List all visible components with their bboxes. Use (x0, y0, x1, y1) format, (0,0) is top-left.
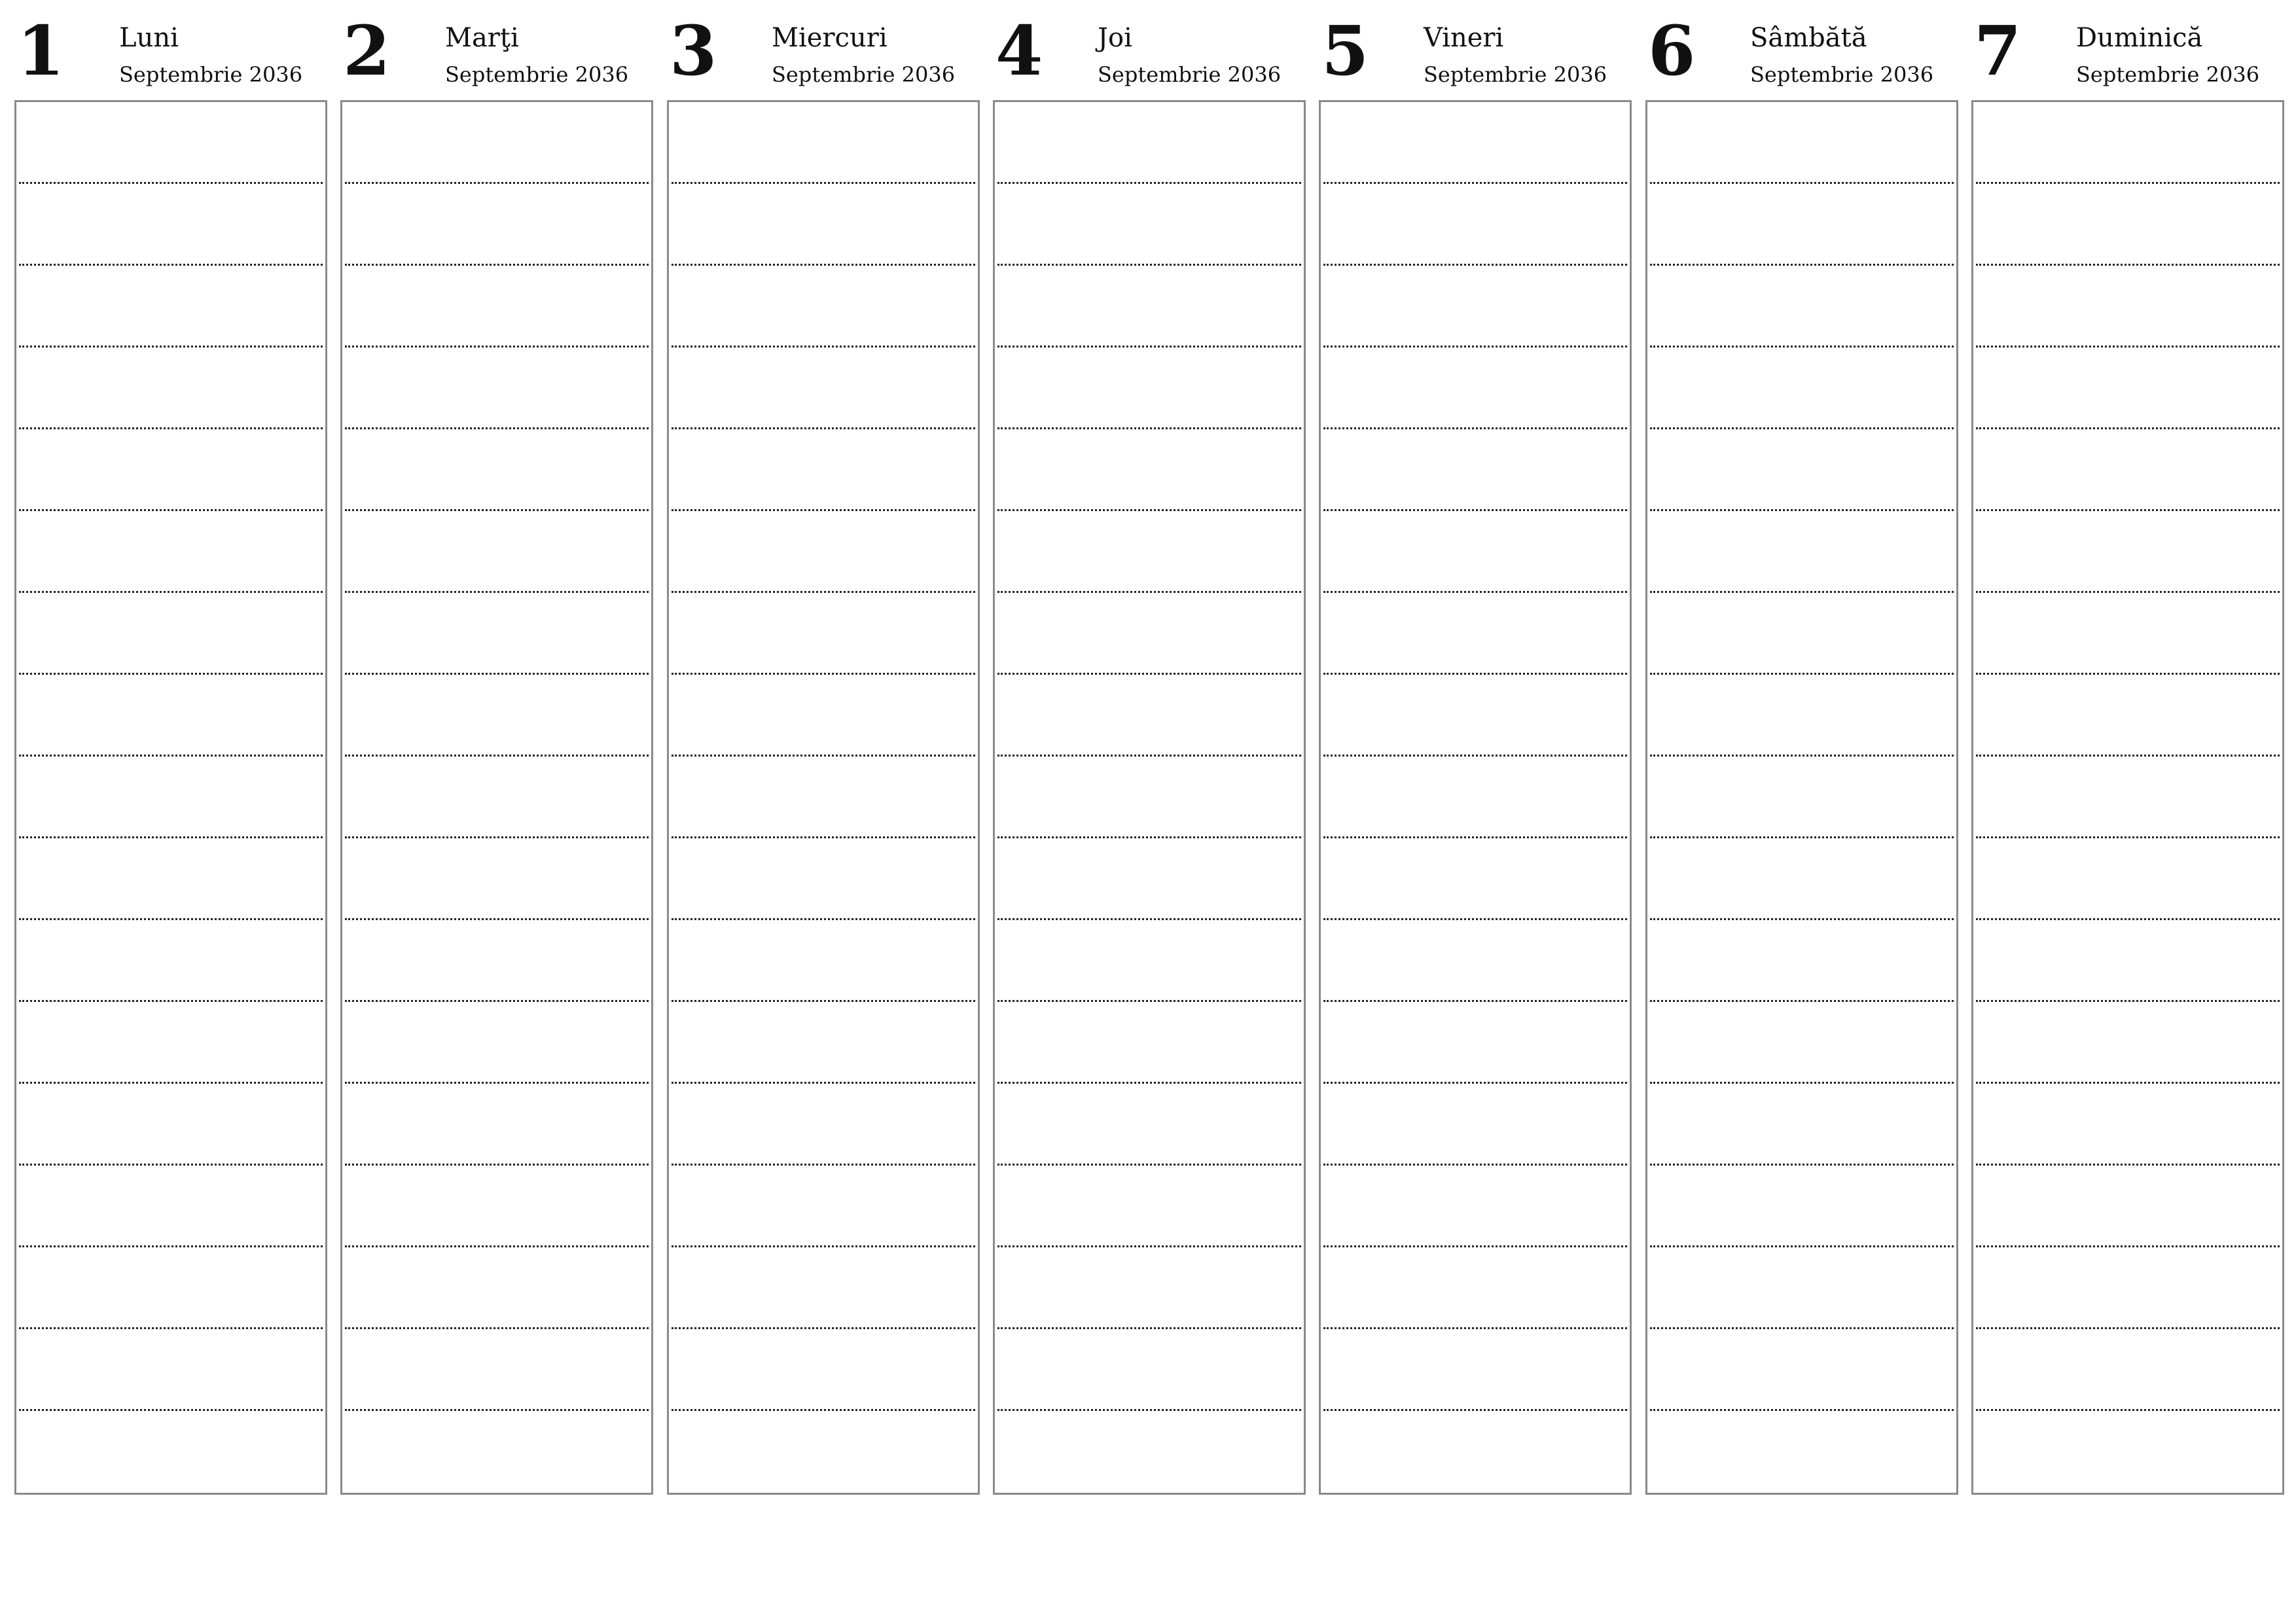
day-notes-box[interactable] (1971, 100, 2284, 1495)
writing-line (1650, 509, 1954, 511)
writing-line (672, 1327, 975, 1329)
writing-line (1323, 1164, 1627, 1166)
writing-line (1976, 346, 2280, 348)
day-name: Marţi (445, 23, 519, 53)
writing-line (1650, 1000, 1954, 1002)
writing-line (1323, 1409, 1627, 1411)
writing-line (672, 755, 975, 757)
writing-line (1976, 673, 2280, 675)
writing-line (345, 591, 649, 593)
day-month: Septembrie 2036 (1424, 62, 1607, 87)
writing-line (1650, 427, 1954, 429)
writing-line (997, 673, 1301, 675)
writing-line (1323, 264, 1627, 266)
writing-line (1650, 755, 1954, 757)
writing-line (1323, 1082, 1627, 1084)
writing-line (672, 182, 975, 184)
writing-line (672, 1245, 975, 1247)
writing-line (345, 264, 649, 266)
writing-line (345, 182, 649, 184)
writing-line (1976, 1000, 2280, 1002)
day-name: Joi (1098, 23, 1132, 53)
writing-line (1650, 673, 1954, 675)
writing-line (345, 755, 649, 757)
writing-line (672, 1164, 975, 1166)
writing-line (345, 1000, 649, 1002)
writing-line (997, 427, 1301, 429)
writing-line (1323, 427, 1627, 429)
day-header (1319, 0, 1632, 98)
writing-line (345, 836, 649, 838)
writing-line (1323, 1245, 1627, 1247)
writing-line (1323, 182, 1627, 184)
writing-line (19, 918, 323, 920)
writing-line (1650, 182, 1954, 184)
day-header (1645, 0, 1958, 98)
day-number: 4 (996, 10, 1043, 91)
day-month: Septembrie 2036 (2076, 62, 2260, 87)
day-header (14, 0, 327, 98)
writing-line (1650, 346, 1954, 348)
writing-line (19, 509, 323, 511)
writing-line (1323, 673, 1627, 675)
day-month: Septembrie 2036 (445, 62, 629, 87)
day-column-friday (1319, 0, 1632, 1499)
day-number: 1 (17, 10, 65, 91)
writing-line (997, 836, 1301, 838)
day-name: Miercuri (772, 23, 888, 53)
day-header (993, 0, 1306, 98)
day-column-tuesday (340, 0, 653, 1499)
day-notes-box[interactable] (340, 100, 653, 1495)
writing-line (345, 1245, 649, 1247)
writing-line (1650, 1409, 1954, 1411)
day-name: Vineri (1424, 23, 1504, 53)
writing-line (19, 673, 323, 675)
writing-line (1650, 1082, 1954, 1084)
writing-line (345, 509, 649, 511)
writing-line (19, 264, 323, 266)
writing-line (345, 918, 649, 920)
day-month: Septembrie 2036 (119, 62, 303, 87)
writing-line (345, 427, 649, 429)
writing-line (997, 1164, 1301, 1166)
day-notes-box[interactable] (1319, 100, 1632, 1495)
day-name: Duminică (2076, 23, 2203, 53)
writing-line (672, 1000, 975, 1002)
writing-line (19, 182, 323, 184)
writing-line (345, 1409, 649, 1411)
writing-line (1976, 1327, 2280, 1329)
day-column-monday (14, 0, 327, 1499)
writing-line (672, 427, 975, 429)
writing-line (1976, 591, 2280, 593)
day-column-thursday (993, 0, 1306, 1499)
writing-line (1976, 264, 2280, 266)
writing-line (19, 755, 323, 757)
writing-line (1976, 1245, 2280, 1247)
day-header (667, 0, 980, 98)
writing-line (1650, 1327, 1954, 1329)
writing-line (1323, 591, 1627, 593)
writing-line (1976, 1082, 2280, 1084)
writing-line (1976, 918, 2280, 920)
day-number: 2 (343, 10, 391, 91)
writing-line (997, 1000, 1301, 1002)
writing-line (1650, 264, 1954, 266)
writing-line (672, 591, 975, 593)
writing-line (672, 264, 975, 266)
writing-line (997, 1245, 1301, 1247)
writing-line (345, 673, 649, 675)
writing-line (345, 1164, 649, 1166)
day-month: Septembrie 2036 (1750, 62, 1934, 87)
writing-line (1976, 509, 2280, 511)
writing-line (19, 1245, 323, 1247)
writing-line (1976, 755, 2280, 757)
writing-line (1650, 1245, 1954, 1247)
writing-line (997, 918, 1301, 920)
day-notes-box[interactable] (1645, 100, 1958, 1495)
writing-line (1323, 346, 1627, 348)
writing-line (1650, 591, 1954, 593)
writing-line (19, 1082, 323, 1084)
day-number: 5 (1321, 10, 1369, 91)
day-notes-box[interactable] (993, 100, 1306, 1495)
day-notes-box[interactable] (667, 100, 980, 1495)
weekly-planner (14, 0, 2284, 1499)
writing-line (345, 1327, 649, 1329)
day-column-wednesday (667, 0, 980, 1499)
day-header (1971, 0, 2284, 98)
day-number: 7 (1974, 10, 2022, 91)
writing-line (997, 591, 1301, 593)
writing-line (1323, 1327, 1627, 1329)
writing-line (997, 346, 1301, 348)
writing-line (345, 346, 649, 348)
day-name: Luni (119, 23, 179, 53)
day-header (340, 0, 653, 98)
writing-line (997, 1327, 1301, 1329)
writing-line (19, 836, 323, 838)
writing-line (1976, 427, 2280, 429)
writing-line (997, 1409, 1301, 1411)
writing-line (345, 1082, 649, 1084)
day-notes-box[interactable] (14, 100, 327, 1495)
writing-line (1323, 918, 1627, 920)
day-month: Septembrie 2036 (1098, 62, 1282, 87)
writing-line (672, 346, 975, 348)
day-number: 6 (1648, 10, 1696, 91)
writing-line (1650, 918, 1954, 920)
writing-line (19, 1164, 323, 1166)
writing-line (1323, 836, 1627, 838)
writing-line (1323, 1000, 1627, 1002)
writing-line (672, 673, 975, 675)
writing-line (1650, 1164, 1954, 1166)
writing-line (1323, 509, 1627, 511)
day-column-sunday (1971, 0, 2284, 1499)
day-name: Sâmbătă (1750, 23, 1867, 53)
writing-line (1650, 836, 1954, 838)
writing-line (997, 182, 1301, 184)
writing-line (672, 1082, 975, 1084)
writing-line (19, 1409, 323, 1411)
writing-line (672, 918, 975, 920)
writing-line (1976, 1409, 2280, 1411)
writing-line (19, 427, 323, 429)
day-month: Septembrie 2036 (772, 62, 956, 87)
writing-line (19, 346, 323, 348)
writing-line (997, 1082, 1301, 1084)
writing-line (997, 509, 1301, 511)
writing-line (1323, 755, 1627, 757)
writing-line (19, 1000, 323, 1002)
writing-line (1976, 1164, 2280, 1166)
writing-line (672, 509, 975, 511)
writing-line (672, 1409, 975, 1411)
writing-line (1976, 836, 2280, 838)
writing-line (19, 1327, 323, 1329)
day-column-saturday (1645, 0, 1958, 1499)
writing-line (19, 591, 323, 593)
writing-line (997, 755, 1301, 757)
writing-line (672, 836, 975, 838)
day-number: 3 (670, 10, 717, 91)
writing-line (997, 264, 1301, 266)
writing-line (1976, 182, 2280, 184)
